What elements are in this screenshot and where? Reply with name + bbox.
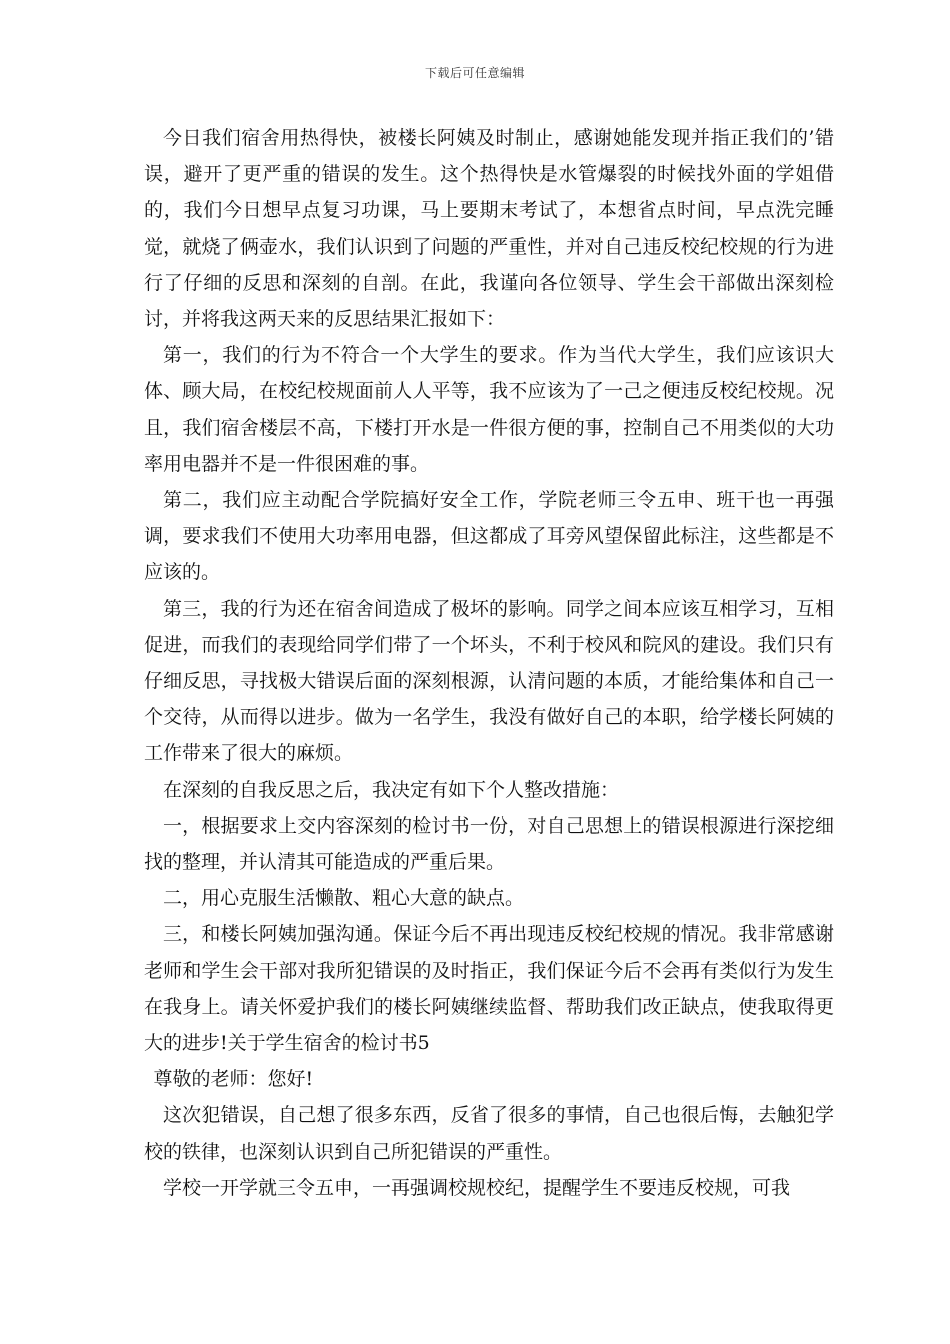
paragraph-school-rules: 学校一开学就三令五申，一再强调校规校纪，提醒学生不要违反校规，可我 — [163, 1176, 791, 1199]
paragraph-third-point: 第三，我的行为还在宿舍间造成了极坏的影响。同学之间本应该互相学习，互相促进，而我们的表现给同学们带了一个坏头，不利于校风和院风的建设。我们只有仔细反思，寻找极大错误后面的深刻根源，认清问题的本质，才能给集体和自己一个交待，从而得以进步。做为一名学生，我没有做好自己的本职，给学楼长阿姨的工作带来了很大的麻烦。 — [144, 597, 834, 765]
paragraph-reflection: 这次犯错误，自己想了很多东西，反省了很多的事情，自己也很后悔，去触犯学校的铁律，也深刻认识到自己所犯错误的严重性。 — [144, 1104, 834, 1163]
paragraph-measure-three: 三，和楼长阿姨加强沟通。保证今后不再出现违反校纪校规的情况。我非常感谢老师和学生会干部对我所犯错误的及时指正，我们保证今后不会再有类似行为发生在我身上。请关怀爱护我们的楼长阿姨继续监督、帮助我们改正缺点，使我取得更大的进步!关于学生宿舍的检讨书5 — [144, 923, 834, 1055]
page-header-note: 下载后可任意编辑 — [424, 66, 525, 80]
paragraph-measures-intro: 在深刻的自我反思之后，我决定有如下个人整改措施： — [163, 778, 620, 801]
paragraph-second-point: 第二，我们应主动配合学院搞好安全工作，学院老师三令五申、班干也一再强调，要求我们不使用大功率用电器，但这都成了耳旁风望保留此标注，这些都是不应该的。 — [144, 489, 834, 584]
document-body — [144, 120, 834, 1206]
paragraph-intro: 今日我们宿舍用热得快，被楼长阿姨及时制止，感谢她能发现并指正我们的’错误，避开了更严重的错误的发生。这个热得快是水管爆裂的时候找外面的学姐借的，我们今日想早点复习功课，马上要期末考试了，本想省点时间，早点洗完睡觉，就烧了俩壶水，我们认识到了问题的严重性，并对自己违反校纪校规的行为进行了仔细的反思和深刻的自剖。在此，我谨向各位领导、学生会干部做出深刻检讨，并将我这两天来的反思结果汇报如下： — [144, 127, 834, 331]
paragraph-measure-one: 一，根据要求上交内容深刻的检讨书一份，对自己思想上的错误根源进行深挖细找的整理，并认清其可能造成的严重后果。 — [144, 814, 834, 874]
paragraph-measure-two: 二，用心克服生活懒散、粗心大意的缺点。 — [163, 887, 525, 910]
paragraph-salutation: 尊敬的老师：您好! — [153, 1068, 314, 1091]
paragraph-first-point: 第一，我们的行为不符合一个大学生的要求。作为当代大学生，我们应该识大体、顾大局，在校纪校规面前人人平等，我不应该为了一己之便违反校纪校规。况且，我们宿舍楼层不高，下楼打开水是一件很方便的事，控制自己不用类似的大功率用电器并不是一件很困难的事。 — [144, 344, 834, 475]
